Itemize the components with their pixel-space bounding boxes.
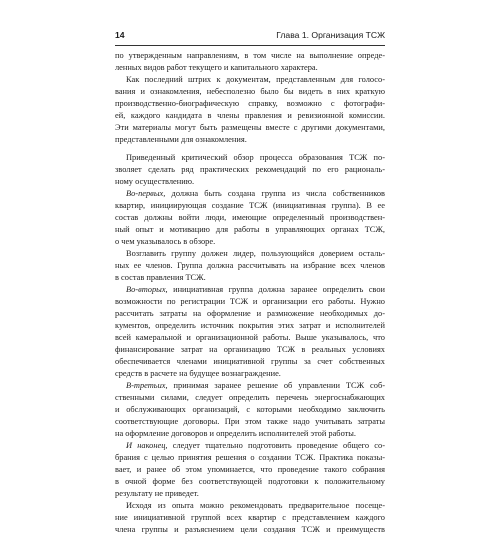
text-line: соответствующие договоры. При этом также надо учитывать затраты bbox=[115, 417, 385, 426]
paragraph-lead: Во-вторых, bbox=[126, 285, 168, 294]
text-line: состав должны войти люди, имеющие определенный производствен- bbox=[115, 213, 385, 222]
text-line bbox=[115, 440, 385, 452]
text-line: результату не приведет. bbox=[115, 489, 199, 498]
paragraph-lead: В-третьих, bbox=[126, 381, 168, 390]
text-line bbox=[115, 284, 385, 296]
body-text bbox=[115, 50, 385, 536]
paragraph bbox=[115, 248, 385, 284]
header-rule bbox=[115, 45, 385, 46]
paragraph bbox=[115, 152, 385, 188]
text-run: инициативная группа должна заранее определить свои bbox=[167, 285, 385, 294]
text-line: о чем указывалось в обзоре. bbox=[115, 237, 216, 246]
text-line: квартир, инициирующая создание ТСЖ (инициативная группа). В ее bbox=[115, 201, 385, 210]
text-line: представленными для ознакомления. bbox=[115, 135, 247, 144]
text-line: средств в расчете на будущее вознаграждение. bbox=[115, 369, 281, 378]
paragraph-lead: И наконец, bbox=[126, 441, 168, 450]
text-line: зволяет сделать ряд практических рекомендаций по его рациональ- bbox=[115, 165, 385, 174]
text-line: по утвержденным направлениям, в том числе на выполнение опреде- bbox=[115, 51, 385, 60]
text-line: Возглавить группу должен лидер, пользующийся доверием осталь- bbox=[126, 249, 385, 258]
text-line: ленных видов работ текущего и капитального характера. bbox=[115, 63, 318, 72]
text-line: кументов, определить источник покрытия этих затрат и исполнителей bbox=[115, 321, 385, 330]
paragraph bbox=[115, 500, 385, 536]
text-line: ный опыт и мотивацию для работы в управляющих органах ТСЖ, bbox=[115, 225, 385, 234]
paragraph bbox=[115, 380, 385, 440]
paragraph bbox=[115, 440, 385, 500]
text-line: ному осуществлению. bbox=[115, 177, 195, 186]
text-line: вает, и ранее об этом упоминается, что проведение такого собрания bbox=[115, 465, 385, 474]
text-line: члена группы и разъяснением цели создания ТСЖ и преимуществ bbox=[115, 525, 385, 534]
text-line: и обслуживающих организаций, с которыми необходимо заключить bbox=[115, 405, 385, 414]
text-line: финансирование затрат на организацию ТСЖ в реальных условиях bbox=[115, 345, 385, 354]
text-line: ственными силами, следует определить перечень энергоснабжающих bbox=[115, 393, 385, 402]
text-line: рассчитать затраты на оформление и размножение необходимых до- bbox=[115, 309, 385, 318]
text-line bbox=[115, 380, 385, 392]
text-line: на оформление договоров и определить исполнителей этой работы. bbox=[115, 429, 357, 438]
paragraph bbox=[115, 284, 385, 380]
text-line: ние инициативной группой всех квартир с представлением каждого bbox=[115, 513, 385, 522]
running-head bbox=[115, 30, 385, 44]
text-line: Приведенный критический обзор процесса образования ТСЖ по- bbox=[126, 153, 385, 162]
text-run: принимая заранее решение об управлении ТСЖ соб- bbox=[167, 381, 385, 390]
text-line: Эти материалы могут быть размещены вместе с другими документами, bbox=[115, 123, 385, 132]
text-line: производственно-биографическую справку, возможно с фотографи- bbox=[115, 99, 385, 108]
chapter-title: Глава 1. Организация ТСЖ bbox=[276, 30, 385, 40]
paragraph bbox=[115, 74, 385, 146]
text-line: ей, каждого кандидата в члены правления и ревизионной комиссии. bbox=[115, 111, 385, 120]
text-line: Исходя из опыта можно рекомендовать предварительное посеще- bbox=[126, 501, 385, 510]
paragraph-lead: Во-первых, bbox=[126, 189, 166, 198]
text-line: Как последний штрих к документам, представленным для голосо- bbox=[126, 75, 385, 84]
paragraph bbox=[115, 50, 385, 74]
text-line: ных ее членов. Группа должна рассчитывать на избрание всех членов bbox=[115, 261, 385, 270]
text-run: следует тщательно подготовить проведение общего со- bbox=[167, 441, 385, 450]
text-line: возможности по регистрации ТСЖ и организации его работы. Нужно bbox=[115, 297, 385, 306]
text-line: обеспечивается членами инициативной группы за счет собственных bbox=[115, 357, 385, 366]
page-number: 14 bbox=[115, 30, 125, 40]
text-run: должна быть создана группа из числа собственников bbox=[165, 189, 385, 198]
text-line: в состав правления ТСЖ. bbox=[115, 273, 206, 282]
text-line: в очной форме без соответствующей подготовки к положительному bbox=[115, 477, 385, 486]
text-line bbox=[115, 188, 385, 200]
text-line: вания и ознакомления, небесполезно было бы видеть в них краткую bbox=[115, 87, 385, 96]
paragraph bbox=[115, 188, 385, 248]
text-line: всей камеральной и организационной работы. Выше указывалось, что bbox=[115, 333, 385, 342]
text-line: брания с целью принятия решения о создании ТСЖ. Практика показы- bbox=[115, 453, 385, 462]
